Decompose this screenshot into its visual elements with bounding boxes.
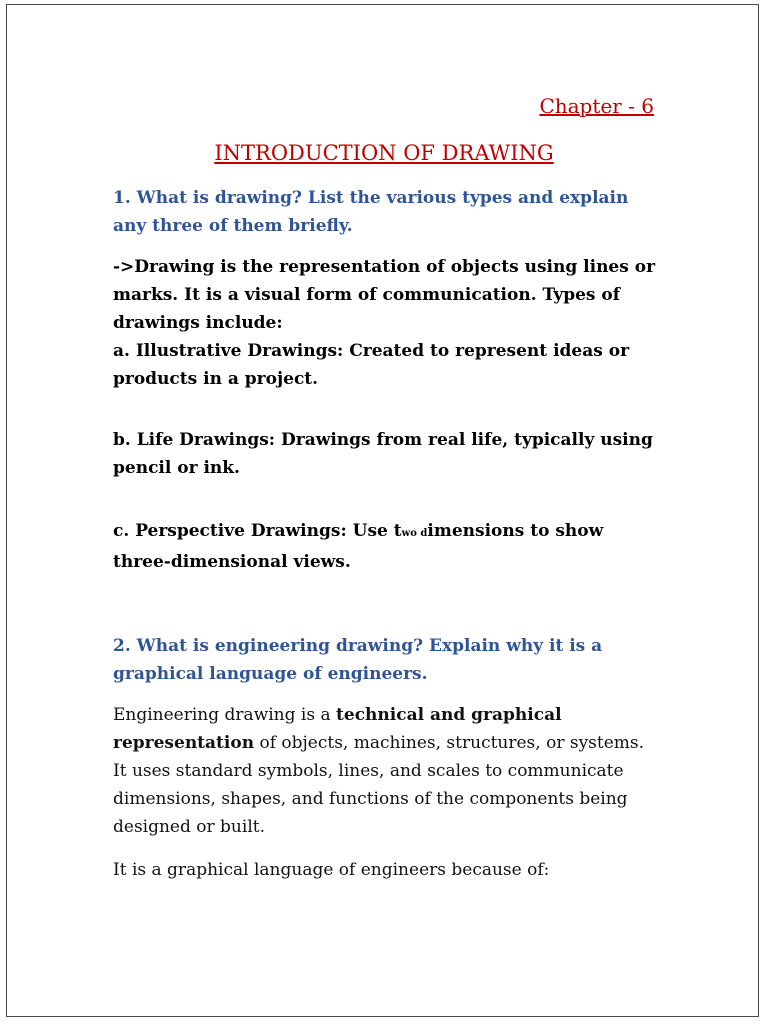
chapter-label: Chapter - 6	[539, 94, 654, 118]
para1-bold: technical and graphical representation	[113, 705, 562, 753]
question-2: 2. What is engineering drawing? Explain why it is a graphical language of engineers.	[113, 636, 603, 684]
answer-1-intro	[113, 253, 658, 393]
item-a-text: a. Illustrative Drawings: Created to represent ideas or products in a project.	[113, 341, 630, 389]
page-title: INTRODUCTION OF DRAWING	[214, 141, 554, 165]
para1-prefix: Engineering drawing is a	[113, 705, 337, 725]
item-b: b. Life Drawings: Drawings from real life, typically using pencil or ink.	[113, 430, 653, 478]
answer-2-paragraph	[113, 701, 658, 841]
item-c-prefix: c. Perspective Drawings: Use t	[113, 521, 402, 541]
item-c	[113, 517, 658, 576]
question-1: 1. What is drawing? List the various types and explain any three of them briefly.	[113, 188, 629, 236]
item-c-small: wo d	[401, 528, 428, 539]
answer-1-intro-text: ->Drawing is the representation of objects using lines or marks. It is a visual form of communication. Types of drawings include:	[113, 257, 656, 333]
answer-2-paragraph-2: It is a graphical language of engineers because of:	[113, 860, 550, 880]
para1-suffix: of objects, machines, structures, or systems. It uses standard symbols, lines, and scales to communicate dimensions, shapes, and functions of the components being designed or built.	[113, 733, 645, 837]
item-c-suffix: imensions to show three-dimensional views.	[113, 521, 604, 572]
